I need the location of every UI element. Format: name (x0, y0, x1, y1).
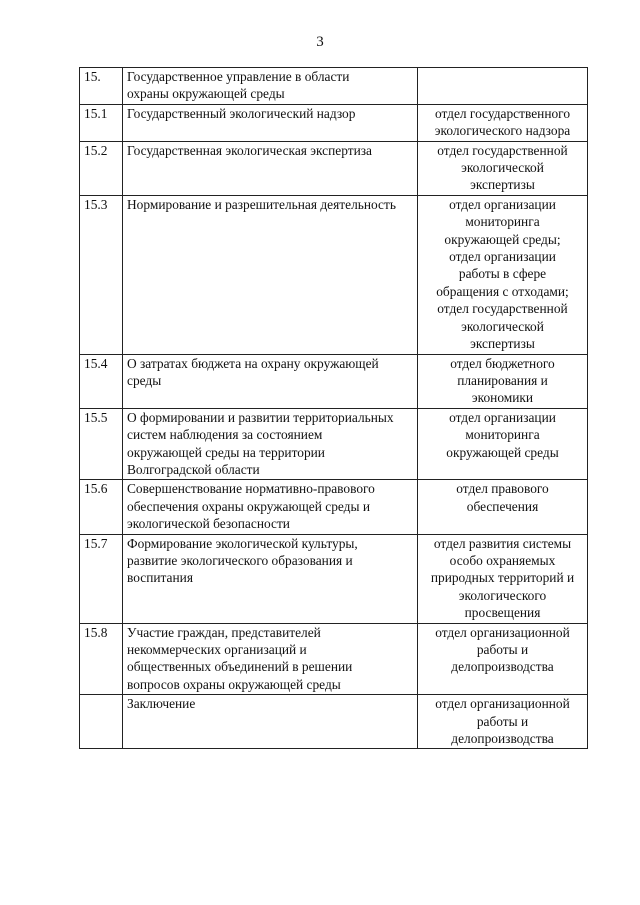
row-topic (123, 623, 418, 695)
responsible-line: отдел государственной (437, 301, 568, 317)
responsible-line: просвещения (464, 605, 541, 621)
row-topic (123, 354, 418, 408)
responsible-line: отдел развития системы (433, 535, 572, 551)
row-number: 15.4 (80, 354, 123, 408)
responsible-line: планирования и (457, 372, 548, 388)
topic-line: систем наблюдения за состоянием (127, 427, 323, 443)
table-row (80, 68, 588, 105)
topic-line: Государственная экологическая экспертиза (127, 142, 373, 158)
topic-line: некоммерческих организаций и (127, 642, 307, 657)
row-number: 15.5 (80, 408, 123, 480)
row-topic (123, 195, 418, 354)
responsible-line: отдел организации (449, 196, 556, 212)
row-number: 15.2 (80, 141, 123, 195)
table-row (80, 354, 588, 408)
row-responsible (418, 695, 588, 749)
table-row (80, 104, 588, 141)
row-responsible (418, 534, 588, 623)
responsible-line: мониторинга (465, 427, 540, 443)
row-responsible (418, 195, 588, 354)
responsible-line: делопроизводства (451, 659, 554, 675)
row-topic (123, 695, 418, 749)
row-number: 15.8 (80, 623, 123, 695)
responsible-line: обращения с отходами; (436, 283, 569, 299)
responsible-line: отдел организации (449, 409, 556, 425)
responsible-line: работы и (476, 642, 529, 657)
table-row (80, 141, 588, 195)
responsible-line: экономики (471, 390, 534, 406)
topic-line: охраны окружающей среды (127, 86, 285, 102)
table-row (80, 195, 588, 354)
row-number (80, 695, 123, 749)
row-responsible (418, 480, 588, 534)
responsible-line: отдел бюджетного (450, 355, 555, 371)
topic-line: Нормирование и разрешительная деятельность (127, 196, 396, 212)
row-responsible (418, 354, 588, 408)
table-row (80, 623, 588, 695)
table-row (80, 695, 588, 749)
row-responsible (418, 141, 588, 195)
responsible-line: работы и (476, 713, 529, 729)
topic-line: Заключение (127, 696, 196, 712)
topic-line: общественных объединений в решении (127, 659, 353, 675)
plan-table-body (80, 68, 588, 749)
responsible-line: экологической (461, 318, 544, 334)
topic-line: развитие экологического образования и (127, 552, 353, 568)
responsible-line: экспертизы (470, 336, 535, 352)
topic-line: Государственное управление в области (127, 69, 350, 84)
row-topic (123, 408, 418, 480)
responsible-line: отдел организации (449, 249, 556, 265)
responsible-line: экспертизы (470, 177, 535, 193)
topic-line: О формировании и развитии территориальных (127, 409, 394, 425)
topic-line: обеспечения охраны окружающей среды и (127, 498, 370, 514)
plan-table (79, 67, 588, 749)
topic-line: среды (127, 372, 162, 388)
row-topic (123, 534, 418, 623)
responsible-line: особо охраняемых (449, 552, 556, 568)
responsible-line: окружающей среды; (444, 231, 561, 247)
responsible-line: экологического (458, 587, 547, 603)
table-row (80, 534, 588, 623)
responsible-line: отдел организационной (435, 624, 570, 640)
topic-line: О затратах бюджета на охрану окружающей (127, 355, 379, 371)
responsible-line: отдел государственной (437, 142, 568, 158)
responsible-line: отдел правового (456, 481, 549, 497)
responsible-line: экологического надзора (434, 123, 571, 139)
responsible-line: природных территорий и (430, 570, 575, 586)
responsible-line: обеспечения (466, 498, 539, 514)
topic-line: экологической безопасности (127, 516, 290, 532)
row-number: 15.1 (80, 104, 123, 141)
row-number: 15.7 (80, 534, 123, 623)
responsible-line: отдел организационной (435, 696, 570, 712)
topic-line: Формирование экологической культуры, (127, 535, 358, 551)
responsible-line: экологической (461, 160, 544, 176)
row-number: 15.6 (80, 480, 123, 534)
responsible-line: работы в сфере (458, 266, 547, 282)
row-responsible (418, 104, 588, 141)
topic-line: Совершенствование нормативно-правового (127, 481, 375, 497)
topic-line: вопросов охраны окружающей среды (127, 676, 341, 692)
row-topic (123, 141, 418, 195)
responsible-line: мониторинга (465, 214, 540, 230)
topic-line: воспитания (127, 570, 193, 586)
responsible-line: делопроизводства (451, 731, 554, 747)
row-responsible (418, 408, 588, 480)
row-responsible (418, 623, 588, 695)
topic-line: Участие граждан, представителей (127, 624, 321, 640)
row-topic (123, 104, 418, 141)
row-responsible (418, 68, 588, 105)
row-number: 15.3 (80, 195, 123, 354)
page-number: 3 (316, 34, 324, 50)
table-row (80, 480, 588, 534)
topic-line: окружающей среды на территории (127, 444, 325, 460)
topic-line: Государственный экологический надзор (127, 105, 356, 121)
row-topic (123, 480, 418, 534)
row-number: 15. (80, 68, 123, 105)
responsible-line: отдел государственного (434, 105, 571, 121)
row-topic (123, 68, 418, 105)
table-row (80, 408, 588, 480)
responsible-line: окружающей среды (446, 444, 559, 460)
topic-line: Волгоградской области (127, 461, 260, 477)
